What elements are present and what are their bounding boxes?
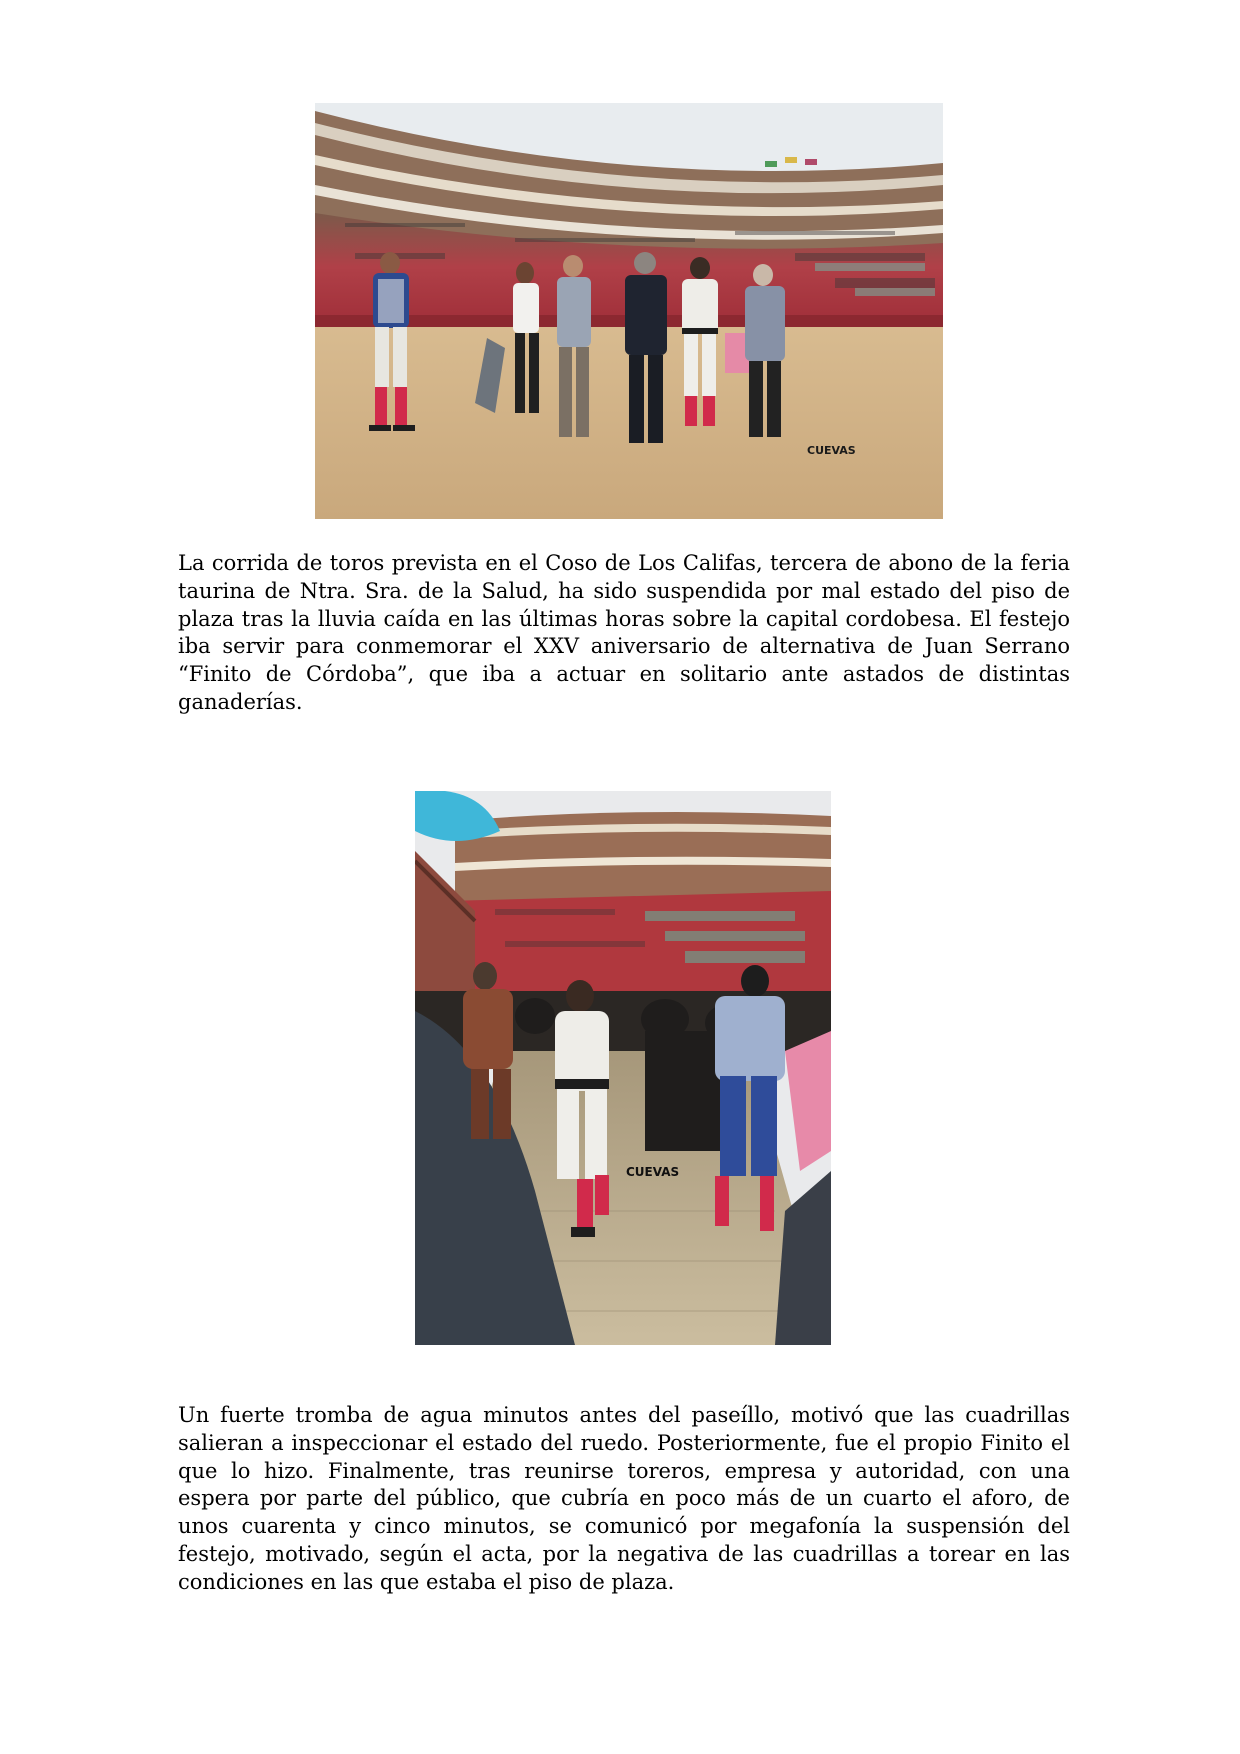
intro-paragraph: La corrida de toros prevista en el Coso de Los Califas, tercera de abono de la feria taurina de Ntra. Sra. de la Salud, ha sido suspendida por mal estado del piso de plaza tras la lluvia caída en las últimas horas sobre la capital cordobesa. El festejo iba servir para conmemorar el XXV aniversario de alternativa de Juan Serrano “Finito de Córdoba”, que iba a actuar en solitario ante astados de distintas ganaderías.: [178, 551, 1070, 714]
paseillo-photo: [415, 791, 831, 1345]
bullring-inspection-image: [315, 103, 943, 519]
photo2-watermark: CUEVAS: [626, 1165, 680, 1179]
photo1-watermark: CUEVAS: [807, 444, 856, 457]
bullring-inspection-photo: [315, 103, 943, 519]
paseillo-image: [415, 791, 831, 1345]
suspension-paragraph: Un fuerte tromba de agua minutos antes del paseíllo, motivó que las cuadrillas salieran a inspeccionar el estado del ruedo. Posteriormente, fue el propio Finito el que lo hizo. Finalmente, tras reunirse toreros, empresa y autoridad, con una espera por parte del público, que cubría en poco más de un cuarto el aforo, de unos cuarenta y cinco minutos, se comunicó por megafonía la suspensión del festejo, motivado, según el acta, por la negativa de las cuadrillas a torear en las condiciones en las que estaba el piso de plaza.: [178, 1403, 1070, 1594]
